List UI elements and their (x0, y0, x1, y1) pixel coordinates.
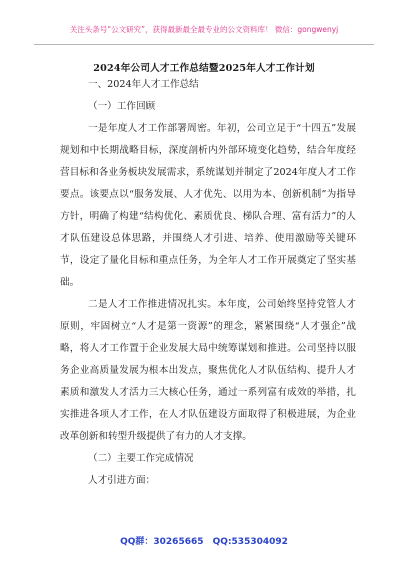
section-heading: 一、2024年人才工作总结 (88, 79, 199, 90)
footer-qq-group: QQ群：30265665 (120, 537, 204, 547)
footer-qq: QQ:535304092 (212, 537, 288, 547)
document-title: 2024年公司人才工作总结暨2025年人才工作计划 (93, 63, 315, 74)
header-banner: 关注头条号“公文研究”，获得最新最全最专业的公文资料库！ 微信：gongwenyj (69, 25, 339, 34)
document-body (60, 74, 356, 492)
paragraph: 二是人才工作推进情况扎实。本年度，公司始终坚持党管人才原则，牢固树立“人才是第一资源”的理念，紧紧围绕“人才强企”战略，将人才工作置于企业发展大局中统筹谋划和推进。公司坚持以服务企业高质量发展为根本出发点，聚焦优化人才队伍结构、提升人才素质和激发人才活力三大核心任务，通过一系列富有成效的举措，扎实推进各项人才工作，在人才队伍建设方面取得了积极进展，为企业改革创新和转型升级提供了有力的人才支撑。 (60, 299, 356, 442)
paragraph: 一是年度人才工作部署周密。年初，公司立足于“十四五”发展规划和中长期战略目标，深度剖析内外部环境变化趋势，结合年度经营目标和各业务板块发展需求，系统谋划并制定了2024年度人才工作要点。该要点以“服务发展、人才优先、以用为本、创新机制”为指导方针，明确了构建“结构优化、素质优良、梯队合理、富有活力”的人才队伍建设总体思路，并围绕人才引进、培养、使用激励等关键环节，设定了量化目标和重点任务，为全年人才工作开展奠定了坚实基础。 (60, 123, 356, 288)
subsection-heading: （二）主要工作完成情况 (88, 453, 194, 464)
footer-contact (0, 534, 408, 547)
header-divider (34, 44, 374, 45)
label-heading: 人才引进方面： (88, 475, 156, 486)
subsection-heading: （一）工作回顾 (88, 101, 156, 112)
